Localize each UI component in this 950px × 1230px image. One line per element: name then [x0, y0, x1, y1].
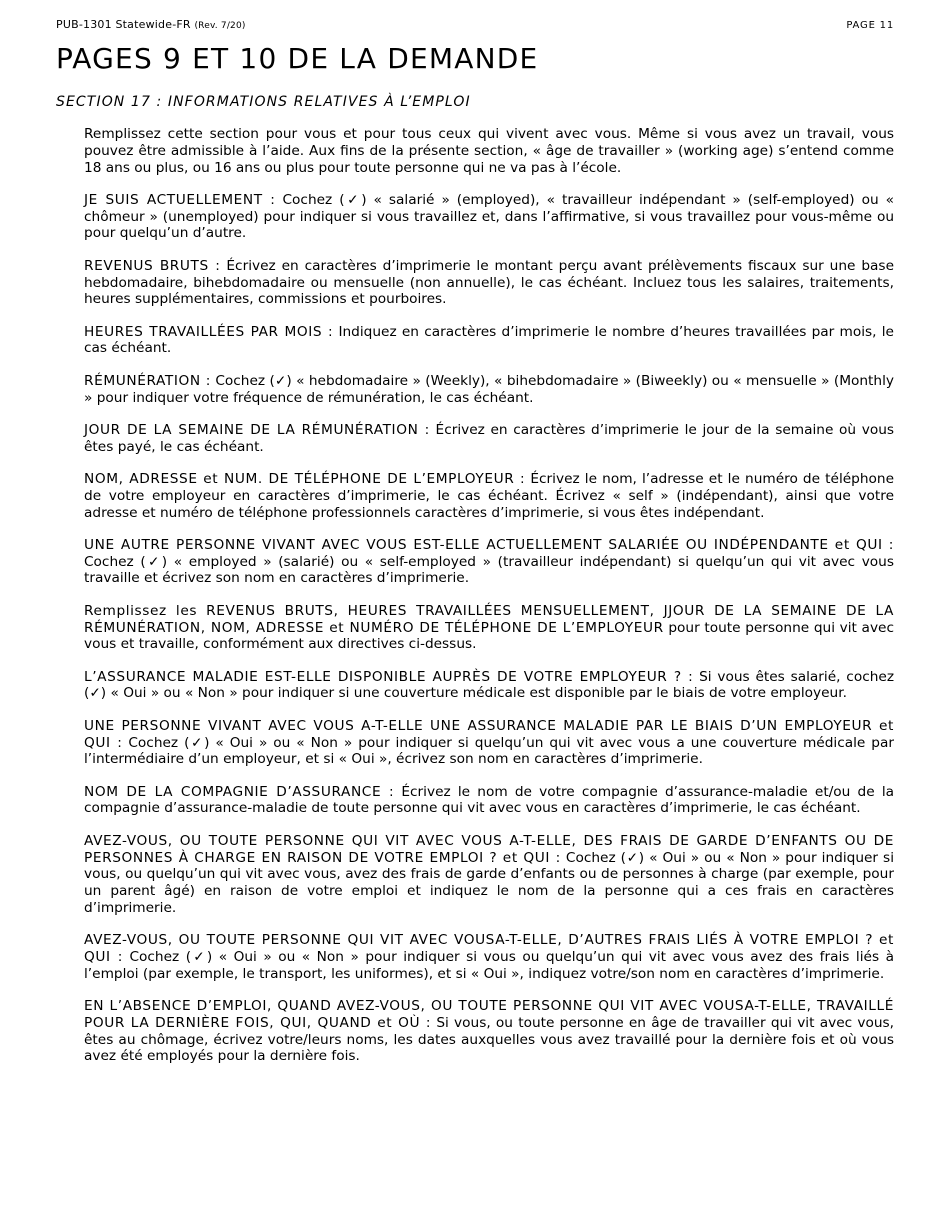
- paragraph-lead: UNE PERSONNE VIVANT AVEC VOUS A-T-ELLE UNE ASSURANCE MALADIE PAR LE BIAIS D’UN EMPLOYEUR et QUI :: [84, 717, 894, 751]
- paragraph-lead: AVEZ-VOUS, OU TOUTE PERSONNE QUI VIT AVEC VOUSA-T-ELLE, D’AUTRES FRAIS LIÉS À VOTRE EMPLOI ? et QUI :: [84, 932, 894, 965]
- paragraph-lead: JOUR DE LA SEMAINE DE LA RÉMUNÉRATION :: [84, 421, 430, 438]
- paragraph-lead: NOM DE LA COMPAGNIE D’ASSURANCE :: [84, 783, 395, 800]
- paragraph-text: Indiquez en caractères d’imprimerie le nombre d’heures travaillées par mois, le cas échéant.: [84, 323, 894, 357]
- paragraph-lead: HEURES TRAVAILLÉES PAR MOIS :: [84, 323, 334, 340]
- instructions-body: [84, 126, 894, 1081]
- paragraph-text: Cochez (✓) « salarié » (employed), « travailleur indépendant » (self-employed) ou « chômeur » (unemployed) pour indiquer si vous travaillez et, dans l’affirmative, si vous travaillez pour vous-même ou pour quelqu’un d’autre.: [84, 191, 894, 242]
- section-title: SECTION 17 : INFORMATIONS RELATIVES À L’EMPLOI: [56, 94, 471, 110]
- paragraph-text: Remplissez cette section pour vous et pour tous ceux qui vivent avec vous. Même si vous avez un travail, vous pouvez être admissible à l’aide. Aux fins de la présente section, « âge de travailler » (working age) s’entend comme 18 ans ou plus, ou 16 ans ou plus pour toute personne qui ne va pas à l’école.: [84, 126, 894, 176]
- revision-date: (Rev. 7/20): [194, 21, 246, 31]
- paragraph-insurance-company: [84, 784, 894, 818]
- paragraph-lead: UNE AUTRE PERSONNE VIVANT AVEC VOUS EST-ELLE ACTUELLEMENT SALARIÉE OU INDÉPENDANTE et QUI :: [84, 536, 894, 553]
- page-number: PAGE 11: [846, 20, 894, 31]
- paragraph-childcare-costs: [84, 833, 894, 917]
- paragraph-text: Si vous êtes salarié, cochez (✓) « Oui » ou « Non » pour indiquer si une couverture médicale est disponible par le biais de votre employeur.: [84, 668, 895, 702]
- paragraph-text: pour toute personne qui vit avec vous et travaille, conformément aux directives ci-dessus.: [84, 619, 894, 653]
- paragraph-text: Écrivez le nom, l’adresse et le numéro de téléphone de votre employeur en caractères d’imprimerie, le cas échéant. Écrivez « self » (indépendant), ainsi que votre adresse et numéro de téléphone professionnels caractères d’imprimerie, si vous êtes indépendant.: [84, 470, 895, 521]
- paragraph-current-status: [84, 192, 894, 242]
- paragraph-lead: AVEZ-VOUS, OU TOUTE PERSONNE QUI VIT AVEC VOUS A-T-ELLE, DES FRAIS DE GARDE D’ENFANTS OU DE PERSONNES À CHARGE EN RAISON DE VOTRE EMPLOI ? et QUI :: [84, 832, 894, 866]
- paragraph-text: Si vous, ou toute personne en âge de travailler qui vit avec vous, êtes au chômage, écrivez votre/leurs noms, les dates auxquelles vous avez travaillé pour la dernière fois et où vous avez été employés pour la dernière fois.: [84, 1014, 895, 1065]
- paragraph-lead: NOM, ADRESSE et NUM. DE TÉLÉPHONE DE L’EMPLOYEUR :: [84, 470, 526, 487]
- paragraph-household-insurance: [84, 718, 894, 768]
- paragraph-text: Cochez (✓) « employed » (salarié) ou « self-employed » (travailleur indépendant) si quelqu’un qui vit avec vous travaille et écrivez son nom en caractères d’imprimerie.: [84, 553, 894, 587]
- paragraph-other-person-employed: [84, 537, 894, 587]
- paragraph-employer-info: [84, 471, 894, 521]
- paragraph-text: Cochez (✓) « hebdomadaire » (Weekly), « bihebdomadaire » (Biweekly) ou « mensuelle » (Monthly » pour indiquer votre fréquence de rémunération, le cas échéant.: [84, 372, 894, 406]
- paragraph-lead: RÉMUNÉRATION :: [84, 372, 211, 389]
- document-id: [56, 18, 246, 31]
- paragraph-text: Écrivez en caractères d’imprimerie le montant perçu avant prélèvements fiscaux sur une base hebdomadaire, bihebdomadaire ou mensuelle (non annuelle), le cas échéant. Incluez tous les salaires, traitements, heures supplémentaires, commissions et pourboires.: [84, 257, 894, 308]
- paragraph-lead: REVENUS BRUTS :: [84, 257, 221, 274]
- paragraph-lead: EN L’ABSENCE D’EMPLOI, QUAND AVEZ-VOUS, OU TOUTE PERSONNE QUI VIT AVEC VOUSA-T-ELLE, TRAVAILLÉ POUR LA DERNIÈRE FOIS, QUI, QUAND et OÙ :: [84, 998, 894, 1031]
- paragraph-pay-day: [84, 422, 894, 456]
- paragraph-fill-for-others: [84, 603, 894, 653]
- paragraph-gross-income: [84, 258, 894, 308]
- paragraph-intro: [84, 126, 894, 176]
- paragraph-last-employment: [84, 998, 894, 1065]
- paragraph-text: Cochez (✓) « Oui » ou « Non » pour indiquer si vous ou quelqu’un qui vit avec vous avez des frais liés à l’emploi (par exemple, le transport, les uniformes), et si « Oui », indiquez votre/son nom en caractères d’imprimerie.: [84, 948, 894, 982]
- paragraph-other-work-costs: [84, 932, 894, 982]
- paragraph-text: Écrivez en caractères d’imprimerie le jour de la semaine où vous êtes payé, le cas échéant.: [84, 421, 895, 455]
- paragraph-hours-worked: [84, 324, 894, 358]
- paragraph-lead: JE SUIS ACTUELLEMENT :: [84, 191, 276, 208]
- paragraph-employer-insurance: [84, 669, 894, 703]
- paragraph-text: Cochez (✓) « Oui » ou « Non » pour indiquer si vous, ou quelqu’un qui vit avec vous, avez des frais de garde d’enfants ou de personnes à charge (par exemple, pour un parent âgé) en raison de votre emploi et indiquez le nom de la personne qui a ces frais en caractères d’imprimerie.: [84, 849, 894, 916]
- page-title: PAGES 9 ET 10 DE LA DEMANDE: [56, 42, 539, 75]
- paragraph-text: Cochez (✓) « Oui » ou « Non » pour indiquer si quelqu’un qui vit avec vous a une couverture médicale par l’intermédiaire d’un employeur, et si « Oui », écrivez son nom en caractères d’imprimerie.: [84, 734, 894, 768]
- paragraph-pay-frequency: [84, 373, 894, 407]
- paragraph-lead: L’ASSURANCE MALADIE EST-ELLE DISPONIBLE AUPRÈS DE VOTRE EMPLOYEUR ? :: [84, 668, 694, 685]
- paragraph-text: Écrivez le nom de votre compagnie d’assurance-maladie et/ou de la compagnie d’assurance-maladie de toute personne qui vit avec vous en caractères d’imprimerie, le cas échéant.: [84, 783, 895, 817]
- paragraph-lead: Remplissez les REVENUS BRUTS, HEURES TRAVAILLÉES MENSUELLEMENT, JJOUR DE LA SEMAINE DE LA RÉMUNÉRATION, NOM, ADRESSE et NUMÉRO DE TÉLÉPHONE DE L’EMPLOYEUR: [84, 602, 894, 636]
- document-code: PUB-1301 Statewide-FR: [56, 18, 191, 31]
